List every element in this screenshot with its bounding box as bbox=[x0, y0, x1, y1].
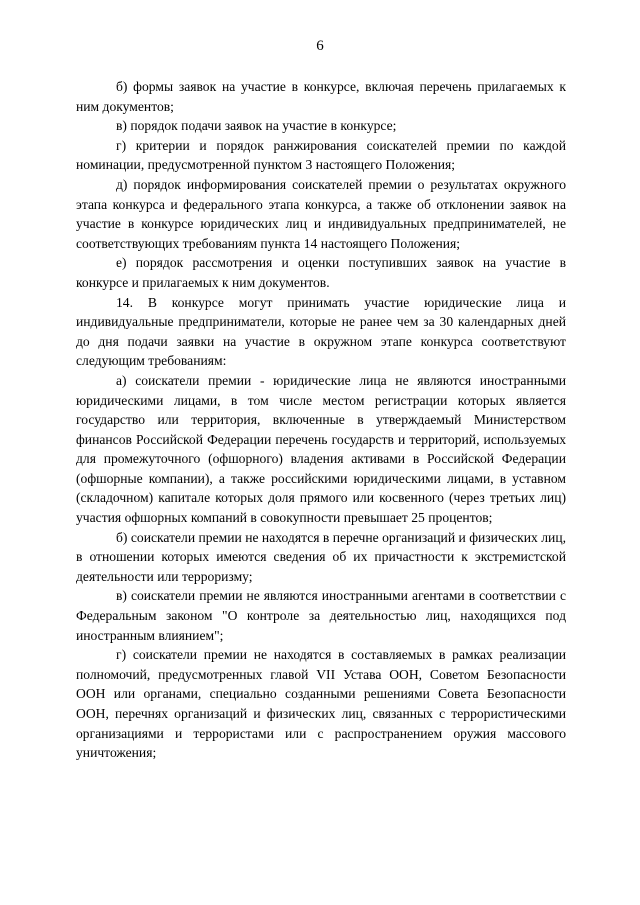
paragraph-b-forms: б) формы заявок на участие в конкурсе, включая перечень прилагаемых к ним документов; bbox=[76, 79, 566, 114]
paragraph-14-participants: 14. В конкурсе могут принимать участие юридические лица и индивидуальные предприниматели, которые не ранее чем за 30 календарных дней до дня подачи заявки на участие в окружном этапе конкурса соответствуют следующим требованиям: bbox=[76, 294, 566, 369]
page-number: 6 bbox=[316, 38, 324, 54]
paragraph-b-requirement: б) соискатели премии не находятся в перечне организаций и физических лиц, в отношении которых имеются сведения об их причастности к экстремистской деятельности или терроризму; bbox=[76, 529, 566, 584]
paragraph-v-submission: в) порядок подачи заявок на участие в конкурсе; bbox=[116, 118, 397, 134]
paragraph-g-criteria: г) критерии и порядок ранжирования соискателей премии по каждой номинации, предусмотренной пунктом 3 настоящего Положения; bbox=[76, 137, 566, 173]
paragraph-g-requirement: г) соискатели премии не находятся в составляемых в рамках реализации полномочий, предусмотренных главой VII Устава ООН, Советом Безопасности ООН или органами, специально созданными решениями Совета Безопасности ООН, перечнях организаций и физических лиц, связанных с террористическими организациями и террористами или с распространением оружия массового уничтожения; bbox=[76, 647, 566, 761]
document-body bbox=[76, 77, 566, 763]
paragraph-d-informing: д) порядок информирования соискателей премии о результатах окружного этапа конкурса и федерального этапа конкурса, а также об отклонении заявок на участие в конкурсе юридических лиц и индивидуальных предпринимателей, не соответствующих требованиям пункта 14 настоящего Положения; bbox=[76, 176, 566, 251]
paragraph-v-requirement: в) соискатели премии не являются иностранными агентами в соответствии с Федеральным законом "О контроле за деятельностью лиц, находящихся под иностранным влиянием"; bbox=[76, 588, 566, 643]
paragraph-e-review: е) порядок рассмотрения и оценки поступивших заявок на участие в конкурсе и прилагаемых к ним документов. bbox=[76, 255, 566, 290]
paragraph-a-requirement: а) соискатели премии - юридические лица не являются иностранными юридическими лицами, в том числе местом регистрации которых является государство или территория, включенные в утверждаемый Министерством финансов Российской Федерации перечень государств и территорий, используемых для промежуточного (офшорного) владения активами в Российской Федерации (офшорные компании), а также российскими юридическими лицами, в уставном (складочном) капитале которых доля прямого или косвенного (через третьих лиц) участия офшорных компаний в совокупности превышает 25 процентов; bbox=[76, 372, 566, 526]
